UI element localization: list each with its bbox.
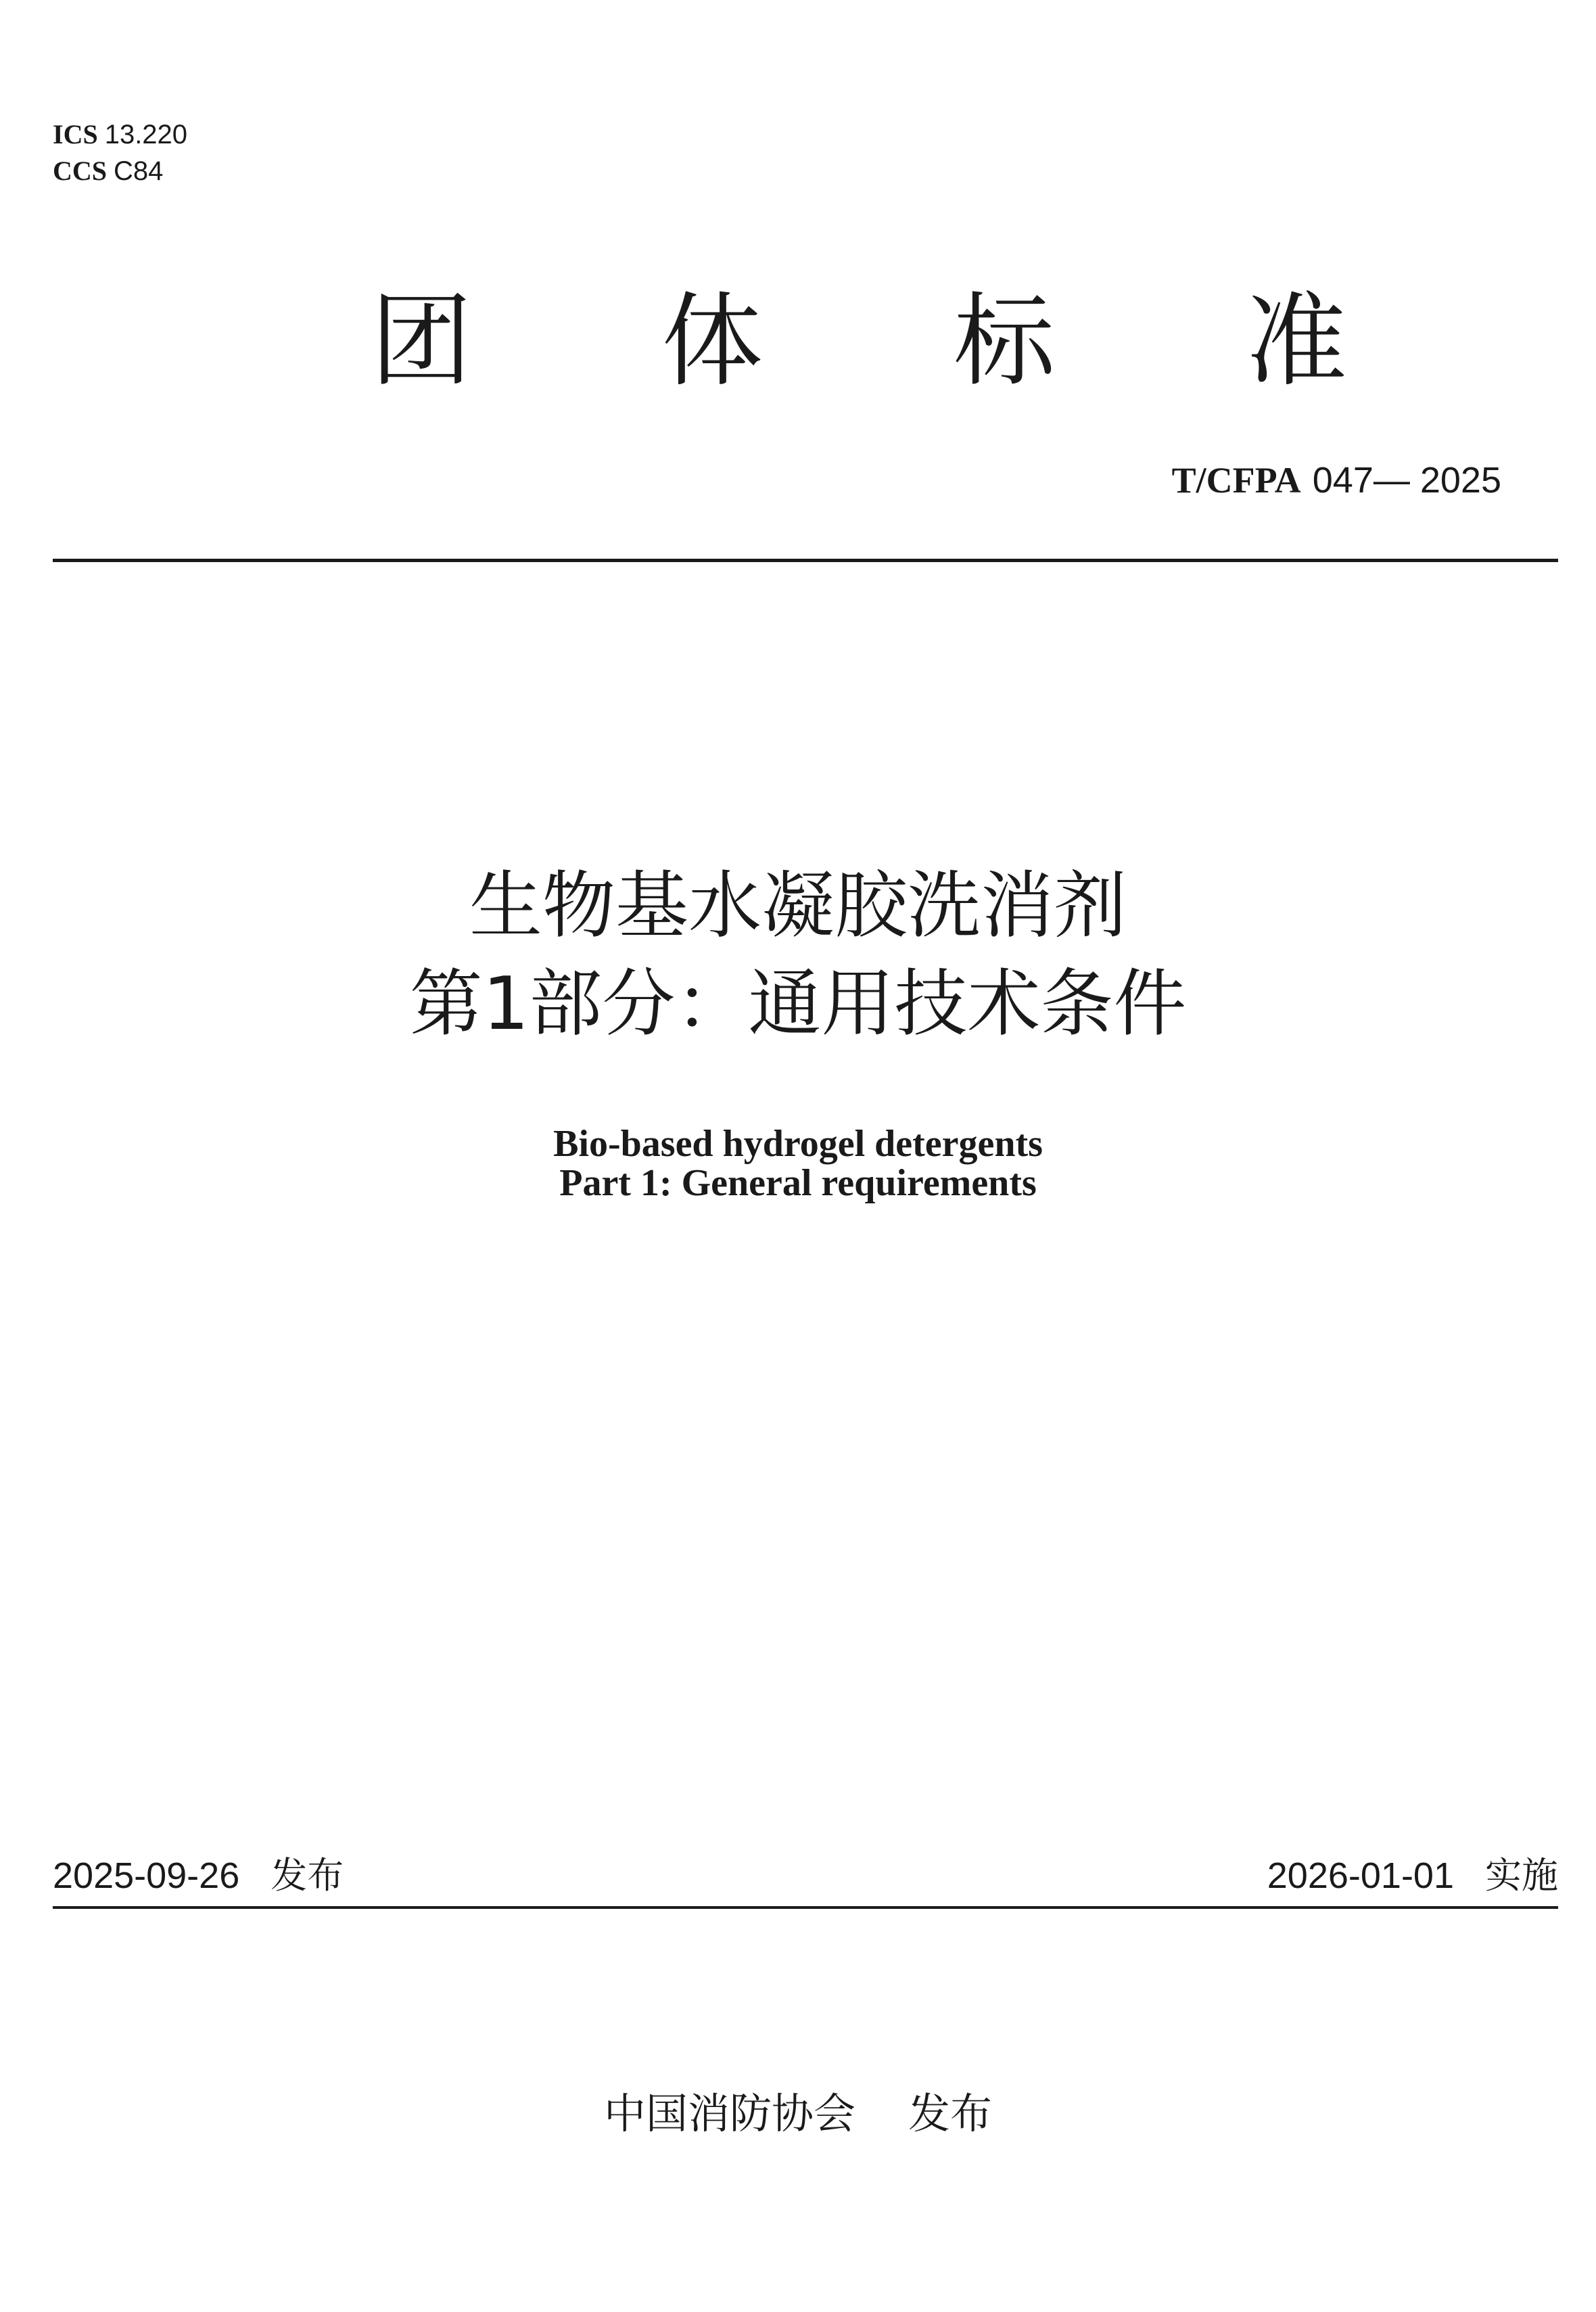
title-cn-line-2: 第1部分：通用技术条件 [409,962,1187,1046]
category-char-4: 准 [1246,283,1348,400]
ics-label: ICS [53,119,98,149]
category-char-2: 体 [661,283,764,400]
title-en-line-1: Bio-based hydrogel detergents [553,1123,1043,1165]
ccs-code [53,153,187,189]
standard-number-prefix: T/CFPA [1171,460,1301,501]
category-char-3: 标 [954,283,1056,400]
standard-category [0,284,1596,399]
top-divider [53,559,1558,562]
category-char-1: 团 [371,283,473,400]
implementation-date-value: 2026-01-01 [1267,1855,1454,1896]
issue-date-value: 2025-09-26 [53,1855,240,1896]
publisher-label: 发布 [908,2089,993,2138]
ccs-value: C84 [114,156,164,186]
issue-date-label: 发布 [271,1854,344,1897]
title-en-line-2: Part 1: General requirements [559,1162,1037,1204]
classification-codes [53,116,187,189]
ics-value: 13.220 [104,120,188,149]
implementation-date [1267,1852,1558,1899]
title-cn-line-1: 生物基水凝胶洗消剂 [469,864,1127,948]
ccs-label: CCS [53,156,108,186]
publisher [0,2087,1596,2141]
standard-number-value: 047— 2025 [1312,460,1501,501]
ics-code [53,116,187,153]
issue-date [53,1852,344,1899]
implementation-date-label: 实施 [1485,1854,1558,1897]
standard-number [1172,457,1501,504]
publisher-name: 中国消防协会 [603,2089,855,2138]
bottom-divider [53,1906,1558,1909]
